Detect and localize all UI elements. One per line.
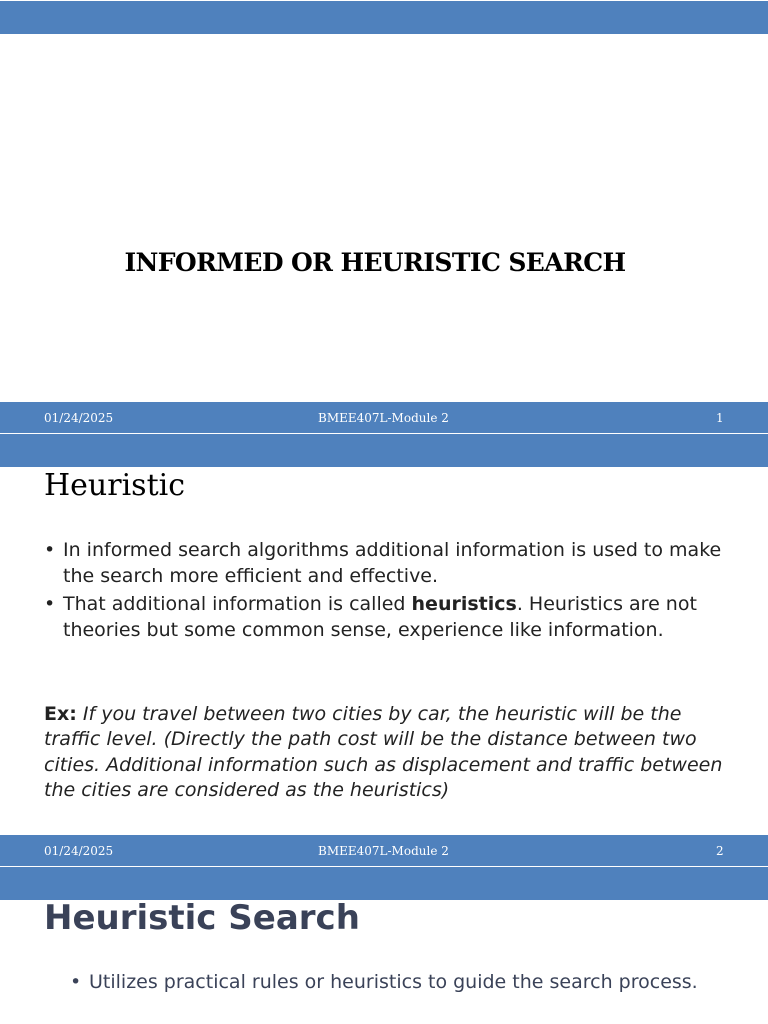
example-text: If you travel between two cities by car, the heuristic will be the traffic level. (Directly the path cost will be the distance between two cities. Additional information such as displacement and traffic between the cities are considered as the heuristics)	[44, 703, 723, 801]
slide2-heading: Heuristic	[44, 468, 186, 503]
list-item: • Utilizes practical rules or heuristics to guide the search process.	[70, 970, 710, 996]
slide3-bullet-list	[70, 970, 710, 996]
list-item: • In informed search algorithms additional information is used to make the search more efficient and effective.	[44, 538, 724, 589]
slide2-example	[44, 702, 734, 803]
slide1-footer-module: BMEE407L-Module 2	[318, 411, 449, 425]
slide1-footer	[0, 402, 768, 433]
slide2-footer-page: 2	[716, 844, 724, 858]
example-label: Ex:	[44, 703, 77, 725]
list-item: • That additional information is called heuristics. Heuristics are not theories but some common sense, experience like information.	[44, 592, 724, 643]
slide2-header-bar	[0, 434, 768, 467]
slide3-heading: Heuristic Search	[44, 898, 360, 938]
slide2-footer-date: 01/24/2025	[44, 844, 114, 858]
slide2-footer-module: BMEE407L-Module 2	[318, 844, 449, 858]
slide1-title: INFORMED OR HEURISTIC SEARCH	[124, 248, 626, 277]
slide3-header-bar	[0, 867, 768, 900]
slide1-footer-page: 1	[716, 411, 724, 425]
slide1-footer-date: 01/24/2025	[44, 411, 114, 425]
slide1-header-bar	[0, 1, 768, 34]
slide2-footer	[0, 835, 768, 866]
slide2-bullet-list	[44, 538, 724, 646]
